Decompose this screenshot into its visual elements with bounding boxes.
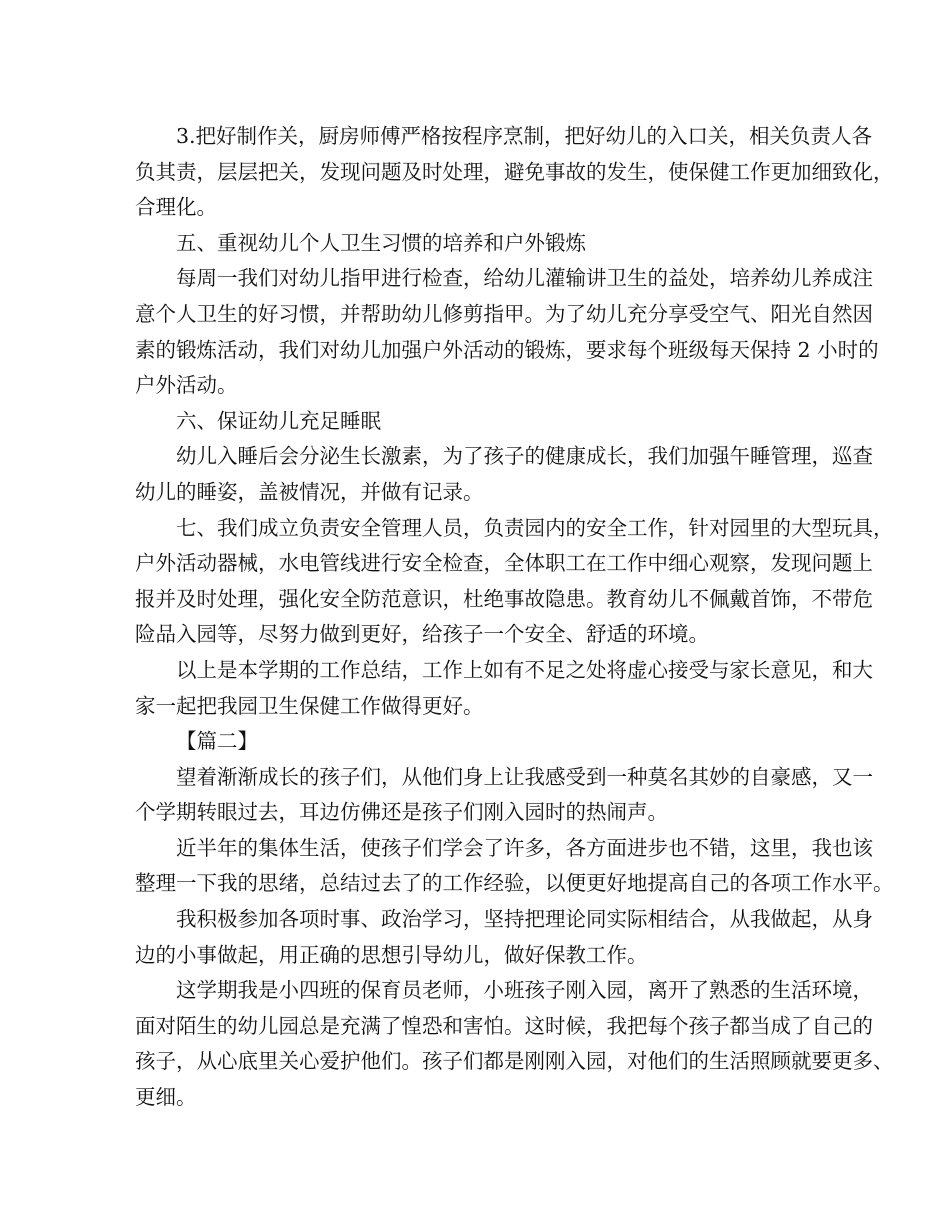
text-line: 合理化。 — [135, 195, 217, 220]
text-line: 家一起把我园卫生保健工作做得更好。 — [135, 693, 484, 718]
document-body — [135, 119, 894, 1116]
text-line: 报并及时处理，强化安全防范意识，杜绝事故隐患。教育幼儿不佩戴首饰，不带危 — [135, 586, 873, 611]
text-line: 边的小事做起，用正确的思想引导幼儿，做好保教工作。 — [135, 942, 648, 967]
text-line: 险品入园等，尽努力做到更好，给孩子一个安全、舒适的环境。 — [135, 622, 709, 647]
text-line: 个学期转眼过去，耳边仿佛还是孩子们刚入园时的热闹声。 — [135, 800, 668, 825]
text-line: 孩子，从心底里关心爱护他们。孩子们都是刚刚入园，对他们的生活照顾就要更多、 — [135, 1049, 894, 1074]
text-line: 我积极参加各项时事、政治学习，坚持把理论同实际相结合，从我做起，从身 — [176, 907, 873, 932]
text-line: 3.把好制作关，厨房师傅严格按程序烹制，把好幼儿的入口关，相关负责人各 — [176, 124, 873, 148]
paragraph-p-collective — [135, 831, 894, 902]
text-line: 户外活动器械，水电管线进行安全检查，全体职工在工作中细心观察，发现问题上 — [135, 551, 873, 576]
text-line: 以上是本学期的工作总结，工作上如有不足之处将虚心接受与家长意见，和大 — [176, 657, 873, 682]
text-line: 幼儿入睡后会分泌生长激素，为了孩子的健康成长，我们加强午睡管理，巡查 — [176, 444, 873, 469]
text-line: 面对陌生的幼儿园总是充满了惶恐和害怕。这时候，我把每个孩子都当成了自己的 — [135, 1013, 873, 1038]
text-line: 更细。 — [135, 1085, 197, 1110]
text-line: 【篇二】 — [176, 729, 258, 754]
paragraph-p-summary — [135, 653, 873, 724]
text-line: 这学期我是小四班的保育员老师，小班孩子刚入园，离开了熟悉的生活环境， — [176, 978, 873, 1003]
text-line: 六、保证幼儿充足睡眠 — [176, 408, 381, 433]
paragraph-p-growth — [135, 760, 873, 831]
text-line: 七、我们成立负责安全管理人员，负责园内的安全工作，针对园里的大型玩具， — [176, 515, 894, 540]
text-line: 近半年的集体生活，使孩子们学会了许多，各方面进步也不错，这里，我也该 — [176, 835, 873, 860]
text-line: 户外活动。 — [135, 373, 238, 398]
paragraph-p-kitchen — [135, 119, 894, 226]
paragraph-p-study — [135, 902, 873, 973]
paragraph-h-part-two — [135, 724, 836, 760]
text-line: 整理一下我的思绪，总结过去了的工作经验，以便更好地提高自己的各项工作水平。 — [135, 871, 894, 896]
paragraph-h-five — [135, 226, 836, 262]
text-line: 负其责，层层把关，发现问题及时处理，避免事故的发生，使保健工作更加细致化， — [135, 159, 894, 184]
text-line: 意个人卫生的好习惯，并帮助幼儿修剪指甲。为了幼儿充分享受空气、阳光自然因 — [135, 301, 873, 326]
paragraph-h-six — [135, 404, 836, 440]
text-line: 五、重视幼儿个人卫生习惯的培养和户外锻炼 — [176, 230, 586, 255]
text-line: 望着渐渐成长的孩子们，从他们身上让我感受到一种莫名其妙的自豪感，又一 — [176, 764, 873, 789]
paragraph-p-class — [135, 973, 894, 1115]
paragraph-p-safety — [135, 511, 894, 653]
text-line: 素的锻炼活动，我们对幼儿加强户外活动的锻炼，要求每个班级每天保持 2 小时的 — [135, 337, 879, 362]
paragraph-p-hygiene — [135, 261, 879, 403]
paragraph-p-sleep — [135, 439, 873, 510]
text-line: 每周一我们对幼儿指甲进行检查，给幼儿灌输讲卫生的益处，培养幼儿养成注 — [176, 266, 873, 291]
text-line: 幼儿的睡姿，盖被情况，并做有记录。 — [135, 479, 484, 504]
